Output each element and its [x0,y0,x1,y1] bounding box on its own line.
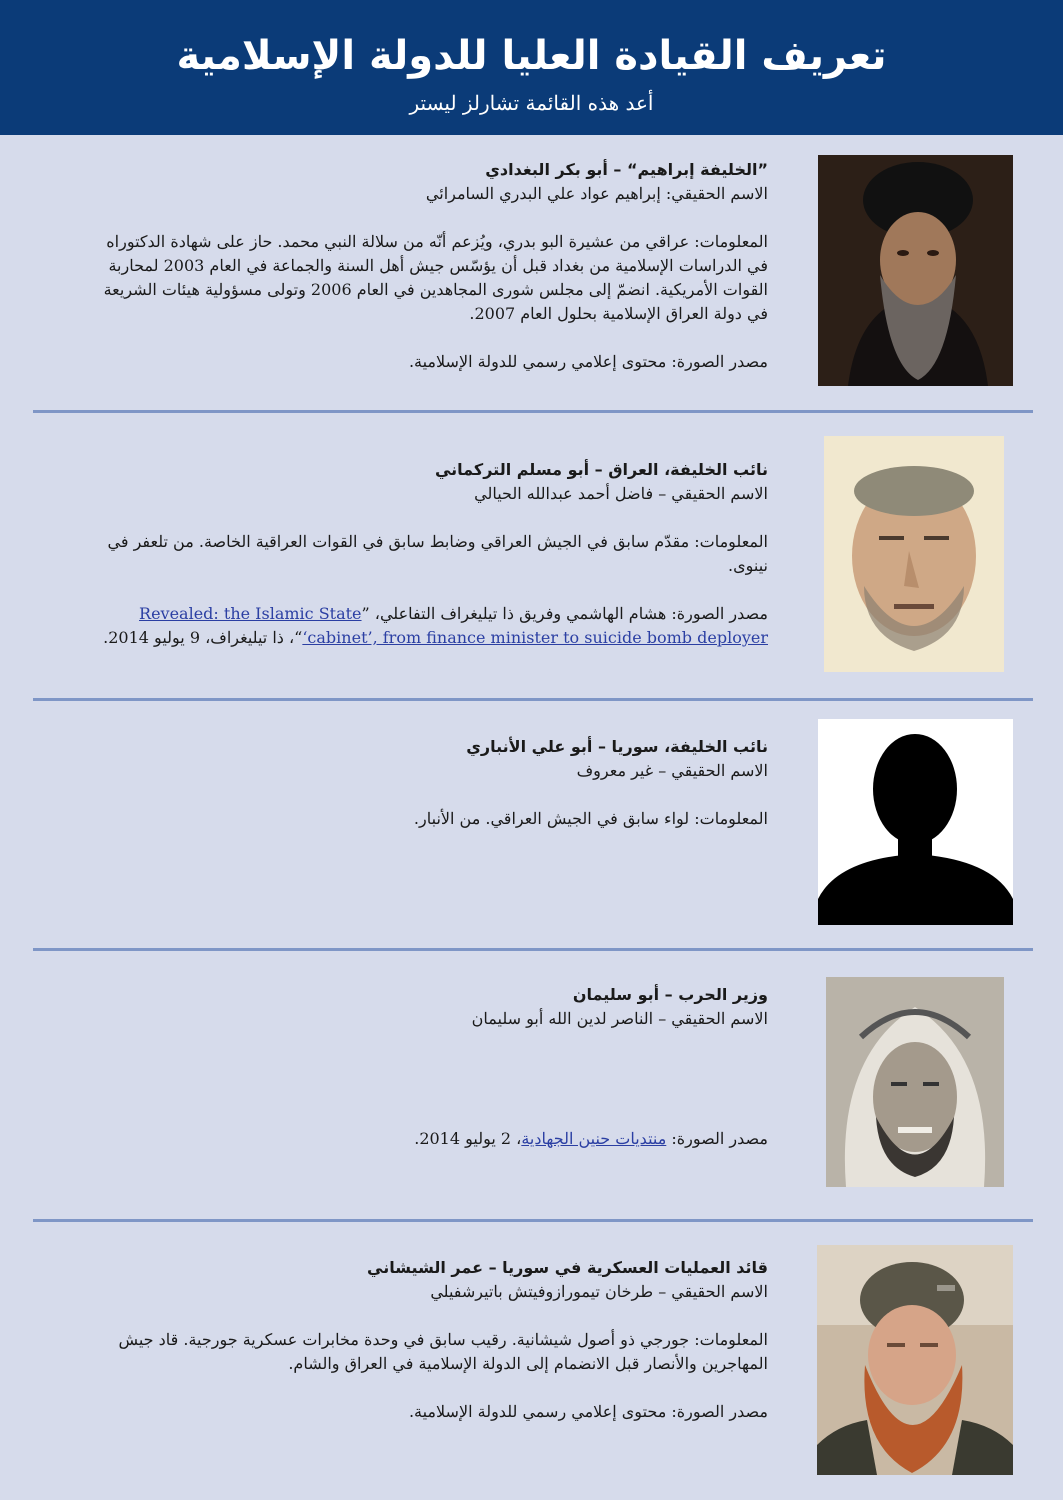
source-suffix: “، ذا تيليغراف، 9 يوليو 2014. [103,628,303,647]
entry-text-turkmani [88,458,768,650]
entry-photo-source [88,602,768,650]
leader-entry-abu-suleiman [0,955,1063,1215]
page-subtitle: أعد هذه القائمة تشارلز ليستر [409,91,654,115]
entry-photo-source [88,1127,768,1151]
entry-text-anbari [88,735,768,831]
entry-real-name: الاسم الحقيقي – غير معروف [576,761,768,780]
portrait-photo-shishani [817,1245,1013,1475]
entry-name: ”الخليفة إبراهيم“ – أبو بكر البغدادي [485,160,768,179]
source-forum-link[interactable]: منتديات حنين الجهادية [521,1129,667,1148]
portrait-photo-turkmani [824,436,1004,672]
leader-entry-baghdadi [0,150,1063,400]
source-article-link[interactable]: Revealed: the Islamic State ‘cabinet’, from finance minister to suicide bomb deployer [139,604,768,647]
entry-name: وزير الحرب – أبو سليمان [572,985,768,1004]
entry-photo-source: مصدر الصورة: محتوى إعلامي رسمي للدولة الإسلامية. [408,352,768,371]
entry-info: المعلومات: مقدّم سابق في الجيش العراقي وضابط سابق في القوات العراقية الخاصة. من تلعفر في نينوى. [107,532,768,575]
entry-text-shishani [88,1256,768,1424]
page-header [0,0,1063,135]
entry-name: نائب الخليفة، سوريا – أبو علي الأنباري [466,737,768,756]
entry-photo-source: مصدر الصورة: محتوى إعلامي رسمي للدولة الإسلامية. [408,1402,768,1421]
source-suffix: ، 2 يوليو 2014. [414,1129,522,1148]
entry-text-abu-suleiman [88,983,768,1151]
source-prefix: مصدر الصورة: [666,1129,768,1148]
entry-text-baghdadi [88,158,768,374]
portrait-photo-baghdadi [818,155,1013,386]
page-title: تعريف القيادة العليا للدولة الإسلامية [176,33,887,79]
source-prefix: مصدر الصورة: هشام الهاشمي وفريق ذا تيليغراف التفاعلي، ” [361,604,768,623]
entry-divider [33,698,1033,701]
entry-real-name: الاسم الحقيقي – طرخان تيمورازوفيتش باتيرشفيلي [430,1282,768,1301]
entry-real-name: الاسم الحقيقي: إبراهيم عواد علي البدري السامرائي [425,184,768,203]
leader-entry-anbari [0,705,1063,945]
leader-entry-shishani [0,1230,1063,1490]
entry-divider [33,1219,1033,1222]
entry-info: المعلومات: جورجي ذو أصول شيشانية. رقيب سابق في وحدة مخابرات عسكرية جورجية. قاد جيش المهاجرين والأنصار قبل الانضمام إلى الدولة الإسلامية في العراق والشام. [118,1330,768,1373]
entry-real-name: الاسم الحقيقي – الناصر لدين الله أبو سليمان [471,1009,768,1028]
portrait-photo-abu-suleiman [826,977,1004,1187]
portrait-silhouette-anbari [818,719,1013,925]
entry-divider [33,410,1033,413]
entry-name: قائد العمليات العسكرية في سوريا – عمر الشيشاني [367,1258,768,1277]
entry-real-name: الاسم الحقيقي – فاضل أحمد عبدالله الحيالي [474,484,768,503]
entry-divider [33,948,1033,951]
entry-info: المعلومات: لواء سابق في الجيش العراقي. من الأنبار. [413,809,768,828]
entry-name: نائب الخليفة، العراق – أبو مسلم التركماني [434,460,768,479]
leader-entry-turkmani [0,420,1063,695]
entry-info: المعلومات: عراقي من عشيرة البو بدري، ويُزعم أنّه من سلالة النبي محمد. حاز على شهادة الدكتوراه في الدراسات الإسلامية من بغداد قبل أن يؤسّس جيش أهل السنة والجماعة في العام 2003 لمحاربة القوات الأمريكية. انضمّ إلى مجلس شورى المجاهدين في العام 2006 وتولى مسؤولية هيئات الشريعة في دولة العراق الإسلامية بحلول العام 2007. [103,232,768,323]
